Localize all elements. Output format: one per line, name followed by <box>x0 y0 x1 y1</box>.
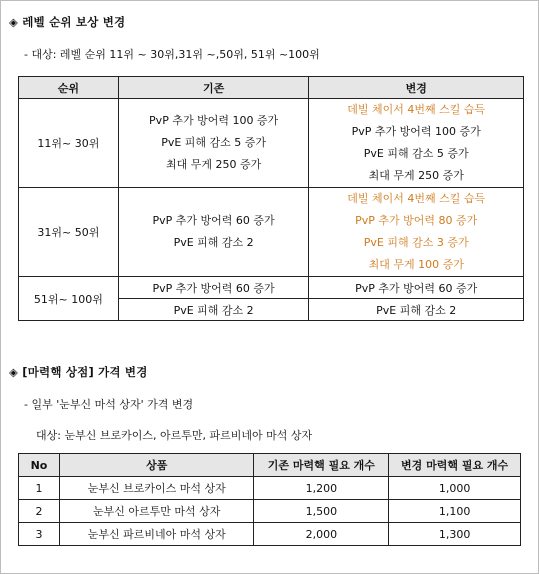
after-item: PvP 추가 방어력 100 증가 <box>351 125 481 138</box>
row-after: 1,100 <box>389 500 521 523</box>
rank-cell: 11위~ 30위 <box>19 99 119 188</box>
section2-target: 대상: 눈부신 브로카이스, 아르투만, 파르비네아 마석 상자 <box>36 429 313 442</box>
before-item: PvE 피해 감소 5 증가 <box>161 136 267 149</box>
before-cell <box>118 188 309 277</box>
rank-cell: 51위~ 100위 <box>19 277 119 321</box>
table-row <box>19 99 524 188</box>
row-no: 1 <box>19 477 60 500</box>
section2-subtext: - 일부 '눈부신 마석 상자' 가격 변경 <box>24 398 194 411</box>
table-row <box>19 477 521 500</box>
after-item-highlight: 데빌 체이서 4번째 스킬 습득 <box>347 192 486 205</box>
row-no: 2 <box>19 500 60 523</box>
section1-subtext: - 대상: 레벨 순위 11위 ~ 30위,31위 ~,50위, 51위 ~100위 <box>24 48 320 61</box>
section2-heading: ◈ [마력핵 상점] 가격 변경 <box>9 365 148 379</box>
row-item: 눈부신 파르비네아 마석 상자 <box>59 523 254 546</box>
before-item: PvP 추가 방어력 100 증가 <box>149 114 279 127</box>
after-item-highlight: PvP 추가 방어력 80 증가 <box>355 214 478 227</box>
before-item: PvP 추가 방어력 60 증가 <box>118 277 309 299</box>
header-before: 기존 <box>118 77 309 99</box>
level-reward-table <box>18 76 524 321</box>
table-header-row <box>19 454 521 477</box>
row-after: 1,300 <box>389 523 521 546</box>
table-row <box>19 500 521 523</box>
header-item: 상품 <box>59 454 254 477</box>
table-row <box>19 277 524 299</box>
rank-cell: 31위~ 50위 <box>19 188 119 277</box>
row-before: 1,500 <box>254 500 389 523</box>
before-item: 최대 무게 250 증가 <box>165 158 262 171</box>
row-no: 3 <box>19 523 60 546</box>
row-before: 2,000 <box>254 523 389 546</box>
after-item: 최대 무게 250 증가 <box>368 169 464 182</box>
after-cell <box>309 188 524 277</box>
before-cell <box>118 99 309 188</box>
row-before: 1,200 <box>254 477 389 500</box>
header-after-count: 변경 마력핵 필요 개수 <box>389 454 521 477</box>
after-item-highlight: 데빌 체이서 4번째 스킬 습득 <box>347 103 486 116</box>
before-item: PvE 피해 감소 2 <box>173 236 254 249</box>
section1-heading: ◈ 레벨 순위 보상 변경 <box>9 15 126 29</box>
after-cell <box>309 99 524 188</box>
before-item: PvE 피해 감소 2 <box>118 299 309 321</box>
row-item: 눈부신 브로카이스 마석 상자 <box>59 477 254 500</box>
after-item: PvE 피해 감소 5 증가 <box>363 147 469 160</box>
header-after: 변경 <box>309 77 524 99</box>
after-item: PvE 피해 감소 2 <box>309 299 524 321</box>
row-after: 1,000 <box>389 477 521 500</box>
table-row <box>19 188 524 277</box>
price-change-table <box>18 453 521 546</box>
after-item: PvP 추가 방어력 60 증가 <box>309 277 524 299</box>
row-item: 눈부신 아르투만 마석 상자 <box>59 500 254 523</box>
table-header-row <box>19 77 524 99</box>
header-rank: 순위 <box>19 77 119 99</box>
after-item-highlight: PvE 피해 감소 3 증가 <box>363 236 469 249</box>
after-item-highlight: 최대 무게 100 증가 <box>368 258 464 271</box>
before-item: PvP 추가 방어력 60 증가 <box>152 214 275 227</box>
header-no: No <box>19 454 60 477</box>
header-before-count: 기존 마력핵 필요 개수 <box>254 454 389 477</box>
table-row <box>19 523 521 546</box>
